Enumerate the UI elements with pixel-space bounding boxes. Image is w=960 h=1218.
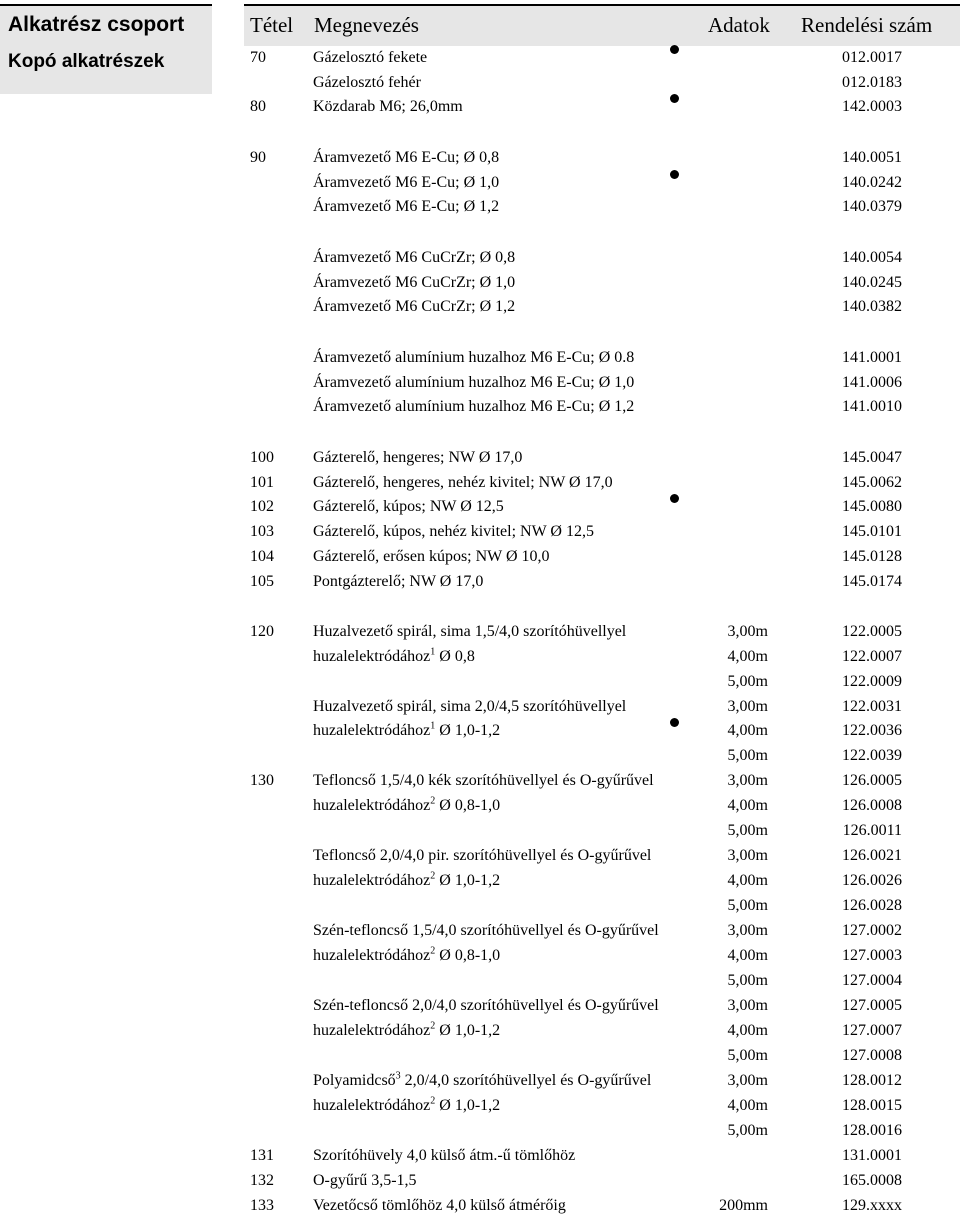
item-number: 80 — [250, 98, 266, 115]
order-code: 126.0011 — [842, 822, 902, 839]
item-number: 103 — [250, 523, 274, 540]
item-size: 4,00m — [727, 872, 768, 889]
item-name: Áramvezető M6 E-Cu; Ø 1,0 — [313, 174, 500, 191]
item-number: 133 — [250, 1197, 274, 1214]
header-name: Megnevezés — [314, 13, 419, 37]
table-row — [0, 644, 960, 669]
item-size: 4,00m — [727, 797, 768, 814]
item-size: 3,00m — [727, 847, 768, 864]
item-name: Gázterelő, hengeres; NW Ø 17,0 — [313, 449, 523, 466]
bullet-marker-icon — [670, 45, 679, 54]
table-row — [0, 445, 960, 470]
item-name: Huzalvezető spirál, sima 2,0/4,5 szorítóhüvellyel — [313, 698, 627, 715]
item-size: 4,00m — [727, 1022, 768, 1039]
table-row — [0, 194, 960, 219]
item-name: huzalelektródához$^1$ Ø 1,0-1,2 — [313, 720, 501, 739]
item-number: 70 — [250, 49, 266, 66]
order-code: 140.0245 — [842, 274, 902, 291]
order-code: 145.0047 — [842, 449, 902, 466]
table-row — [0, 270, 960, 295]
table-row — [0, 918, 960, 943]
item-name: Áramvezető M6 CuCrZr; Ø 1,2 — [313, 298, 516, 315]
item-name: Áramvezető M6 E-Cu; Ø 0,8 — [313, 149, 500, 166]
order-code: 140.0379 — [842, 198, 902, 215]
table-row — [0, 494, 960, 519]
order-code: 122.0039 — [842, 747, 902, 764]
item-name: huzalelektródához$^2$ Ø 1,0-1,2 — [313, 1095, 501, 1114]
item-number: 102 — [250, 498, 274, 515]
order-code: 141.0006 — [842, 374, 902, 391]
table-row — [0, 1143, 960, 1168]
order-code: 140.0054 — [842, 249, 902, 266]
table-row — [0, 669, 960, 694]
table-row — [0, 694, 960, 719]
item-size: 3,00m — [727, 922, 768, 939]
item-name: Gázterelő, erősen kúpos; NW Ø 10,0 — [313, 548, 550, 565]
item-name: Áramvezető M6 E-Cu; Ø 1,2 — [313, 198, 500, 215]
item-name: huzalelektródához$^2$ Ø 1,0-1,2 — [313, 870, 501, 889]
item-name: Gázterelő, kúpos; NW Ø 12,5 — [313, 498, 504, 515]
bullet-marker-icon — [670, 494, 679, 503]
table-row — [0, 619, 960, 644]
item-number: 90 — [250, 149, 266, 166]
item-size: 4,00m — [727, 648, 768, 665]
item-size: 5,00m — [727, 1047, 768, 1064]
table-row — [0, 1168, 960, 1193]
table-row — [0, 768, 960, 793]
table-row — [0, 70, 960, 95]
table-row — [0, 94, 960, 119]
item-size: 5,00m — [727, 747, 768, 764]
order-code: 131.0001 — [842, 1147, 902, 1164]
table-row — [0, 294, 960, 319]
table-row — [0, 45, 960, 70]
order-code: 128.0012 — [842, 1072, 902, 1089]
item-size: 4,00m — [727, 947, 768, 964]
item-size: 4,00m — [727, 722, 768, 739]
order-code: 145.0062 — [842, 474, 902, 491]
item-name: huzalelektródához$^2$ Ø 0,8-1,0 — [313, 945, 501, 964]
table-row — [0, 818, 960, 843]
order-code: 140.0051 — [842, 149, 902, 166]
table-row — [0, 943, 960, 968]
bullet-marker-icon — [670, 94, 679, 103]
item-number: 120 — [250, 623, 274, 640]
order-code: 127.0007 — [842, 1022, 902, 1039]
order-code: 122.0005 — [842, 623, 902, 640]
table-row — [0, 893, 960, 918]
order-code: 126.0028 — [842, 897, 902, 914]
order-code: 122.0009 — [842, 673, 902, 690]
order-code: 140.0382 — [842, 298, 902, 315]
order-code: 127.0002 — [842, 922, 902, 939]
order-code: 145.0101 — [842, 523, 902, 540]
order-code: 127.0008 — [842, 1047, 902, 1064]
order-code: 142.0003 — [842, 98, 902, 115]
item-name: Áramvezető alumínium huzalhoz M6 E-Cu; Ø 0.8 — [313, 349, 635, 366]
header-group: Alkatrész csoport — [8, 13, 185, 36]
table-row — [0, 793, 960, 818]
order-code: 127.0004 — [842, 972, 902, 989]
item-name: Áramvezető M6 CuCrZr; Ø 1,0 — [313, 274, 516, 291]
item-name: O-gyűrű 3,5-1,5 — [313, 1172, 417, 1189]
header-code: Rendelési szám — [801, 13, 933, 37]
order-code: 145.0174 — [842, 573, 902, 590]
item-number: 131 — [250, 1147, 274, 1164]
item-size: 5,00m — [727, 897, 768, 914]
item-size: 200mm — [719, 1197, 768, 1214]
bullet-marker-icon — [670, 718, 679, 727]
item-name: Szén-tefloncső 1,5/4,0 szorítóhüvellyel és O-gyűrűvel — [313, 922, 659, 939]
table-row — [0, 718, 960, 743]
order-code: 141.0010 — [842, 398, 902, 415]
order-code: 126.0005 — [842, 772, 902, 789]
item-name: Tefloncső 2,0/4,0 pir. szorítóhüvellyel és O-gyűrűvel — [313, 847, 652, 864]
item-name: Pontgázterelő; NW Ø 17,0 — [313, 573, 484, 590]
order-code: 127.0003 — [842, 947, 902, 964]
order-code: 122.0007 — [842, 648, 902, 665]
item-size: 3,00m — [727, 772, 768, 789]
header-item: Tétel — [250, 13, 294, 37]
order-code: 126.0026 — [842, 872, 902, 889]
order-code: 012.0017 — [842, 49, 902, 66]
table-row — [0, 394, 960, 419]
order-code: 122.0031 — [842, 698, 902, 715]
item-name: Polyamidcső$^3$ 2,0/4,0 szorítóhüvellyel és O-gyűrűvel — [313, 1070, 652, 1089]
item-name: huzalelektródához$^2$ Ø 1,0-1,2 — [313, 1020, 501, 1039]
order-code: 128.0016 — [842, 1122, 902, 1139]
table-row — [0, 245, 960, 270]
item-size: 3,00m — [727, 1072, 768, 1089]
item-name: Gázelosztó fehér — [313, 74, 421, 91]
item-number: 101 — [250, 474, 274, 491]
table-row — [0, 868, 960, 893]
table-row — [0, 1068, 960, 1093]
item-size: 5,00m — [727, 822, 768, 839]
item-name: Gázelosztó fekete — [313, 49, 428, 66]
item-size: 3,00m — [727, 997, 768, 1014]
order-code: 122.0036 — [842, 722, 902, 739]
order-code: 165.0008 — [842, 1172, 902, 1189]
table-row — [0, 519, 960, 544]
header-data: Adatok — [708, 13, 770, 37]
table-row — [0, 1093, 960, 1118]
item-name: Áramvezető M6 CuCrZr; Ø 0,8 — [313, 249, 516, 266]
table-row — [0, 1193, 960, 1218]
item-name: Közdarab M6; 26,0mm — [313, 98, 463, 115]
item-name: Áramvezető alumínium huzalhoz M6 E-Cu; Ø 1,0 — [313, 374, 635, 391]
table-row — [0, 1043, 960, 1068]
item-size: 5,00m — [727, 972, 768, 989]
bullet-marker-icon — [670, 170, 679, 179]
item-number: 104 — [250, 548, 274, 565]
item-size: 3,00m — [727, 623, 768, 640]
order-code: 145.0128 — [842, 548, 902, 565]
table-row — [0, 1018, 960, 1043]
item-size: 3,00m — [727, 698, 768, 715]
item-name: Szén-tefloncső 2,0/4,0 szorítóhüvellyel és O-gyűrűvel — [313, 997, 659, 1014]
item-name: Gázterelő, hengeres, nehéz kivitel; NW Ø 17,0 — [313, 474, 613, 491]
order-code: 126.0021 — [842, 847, 902, 864]
group-label: Kopó alkatrészek — [8, 51, 165, 72]
table-row — [0, 345, 960, 370]
header-group-cell — [0, 4, 212, 46]
item-name: Tefloncső 1,5/4,0 kék szorítóhüvellyel és O-gyűrűvel — [313, 772, 654, 789]
order-code: 128.0015 — [842, 1097, 902, 1114]
table-row — [0, 743, 960, 768]
item-name: huzalelektródához$^1$ Ø 0,8 — [313, 646, 475, 665]
item-number: 132 — [250, 1172, 274, 1189]
item-size: 5,00m — [727, 1122, 768, 1139]
item-size: 4,00m — [727, 1097, 768, 1114]
item-name: Szorítóhüvely 4,0 külső átm.-ű tömlőhöz — [313, 1147, 576, 1164]
order-code: 141.0001 — [842, 349, 902, 366]
table-row — [0, 145, 960, 170]
order-code: 012.0183 — [842, 74, 902, 91]
table-row — [0, 993, 960, 1018]
item-name: Huzalvezető spirál, sima 1,5/4,0 szorítóhüvellyel — [313, 623, 627, 640]
order-code: 126.0008 — [842, 797, 902, 814]
table-row — [0, 569, 960, 594]
item-number: 100 — [250, 449, 274, 466]
table-row — [0, 370, 960, 395]
order-code: 127.0005 — [842, 997, 902, 1014]
header-columns-cell — [244, 4, 960, 46]
table-row — [0, 843, 960, 868]
table-row — [0, 968, 960, 993]
item-number: 105 — [250, 573, 274, 590]
table-row — [0, 1118, 960, 1143]
table-row — [0, 170, 960, 195]
order-code: 140.0242 — [842, 174, 902, 191]
table-row — [0, 544, 960, 569]
item-number: 130 — [250, 772, 274, 789]
item-size: 5,00m — [727, 673, 768, 690]
table-row — [0, 470, 960, 495]
item-name: huzalelektródához$^2$ Ø 0,8-1,0 — [313, 795, 501, 814]
order-code: 129.xxxx — [842, 1197, 902, 1214]
item-name: Áramvezető alumínium huzalhoz M6 E-Cu; Ø 1,2 — [313, 398, 635, 415]
item-name: Gázterelő, kúpos, nehéz kivitel; NW Ø 12,5 — [313, 523, 594, 540]
order-code: 145.0080 — [842, 498, 902, 515]
item-name: Vezetőcső tömlőhöz 4,0 külső átmérőig — [313, 1197, 566, 1214]
